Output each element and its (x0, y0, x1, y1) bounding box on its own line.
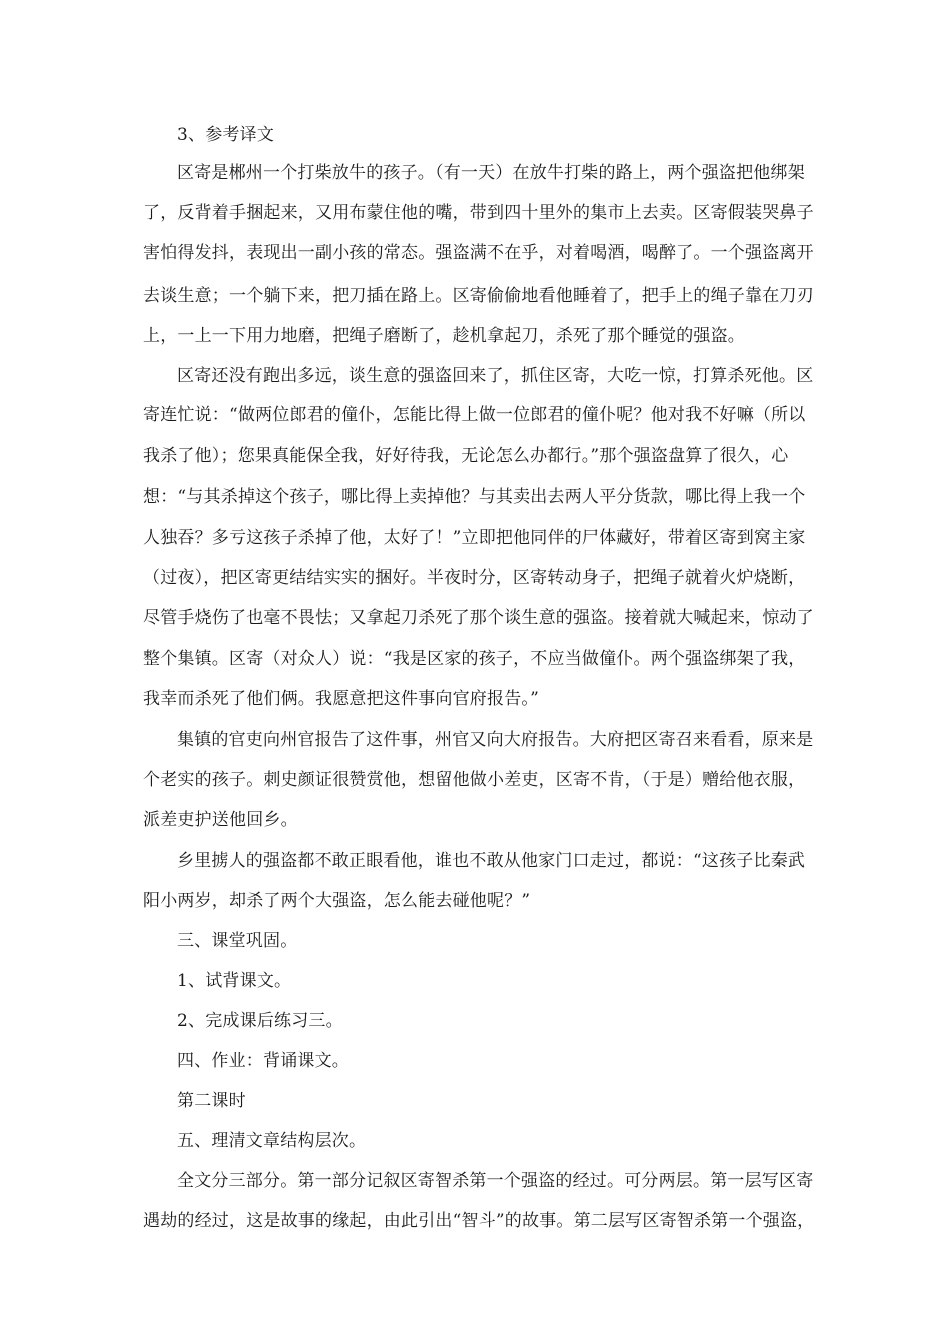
paragraph-line: 去谈生意；一个躺下来，把刀插在路上。区寄偷偷地看他睡着了，把手上的绳子靠在刀刃 (143, 286, 814, 306)
paragraph-line: 我幸而杀死了他们俩。我愿意把这件事向官府报告。” (143, 689, 539, 709)
paragraph-line: 乡里掳人的强盗都不敢正眼看他，谁也不敢从他家门口走过，都说：“这孩子比秦武 (177, 851, 806, 871)
section-heading-structure: 五、理清文章结构层次。 (177, 1131, 367, 1151)
paragraph-line: 全文分三部分。第一部分记叙区寄智杀第一个强盗的经过。可分两层。第一层写区寄 (177, 1171, 814, 1191)
paragraph-line: 尽管手烧伤了也毫不畏怯；又拿起刀杀死了那个谈生意的强盗。接着就大喊起来，惊动了 (143, 608, 814, 628)
section-heading-translation: 3、参考译文 (177, 125, 275, 145)
paragraph-line: 人独吞？多亏这孩子杀掉了他，太好了！”立即把他同伴的尸体藏好，带着区寄到窝主家 (143, 528, 806, 548)
paragraph-line: 寄连忙说：“做两位郎君的僮仆，怎能比得上做一位郎君的僮仆呢？他对我不好嘛（所以 (143, 405, 806, 425)
paragraph-line: 区寄是郴州一个打柴放牛的孩子。（有一天）在放牛打柴的路上，两个强盗把他绑架 (177, 163, 805, 183)
paragraph-line: 想：“与其杀掉这个孩子，哪比得上卖掉他？与其卖出去两人平分货款，哪比得上我一个 (143, 487, 806, 507)
paragraph-line: 了，反背着手捆起来，又用布蒙住他的嘴，带到四十里外的集市上去卖。区寄假装哭鼻子 (143, 203, 814, 223)
paragraph-line: 遇劫的经过，这是故事的缘起，由此引出“智斗”的故事。第二层写区寄智杀第一个强盗， (143, 1211, 815, 1231)
paragraph-line: 整个集镇。区寄（对众人）说：“我是区家的孩子，不应当做僮仆。两个强盗绑架了我， (143, 649, 806, 669)
list-item: 2、完成课后练习三。 (177, 1011, 343, 1031)
paragraph-line: 集镇的官吏向州官报告了这件事，州官又向大府报告。大府把区寄召来看看，原来是 (177, 730, 814, 750)
paragraph-line: 我杀了他）；您果真能保全我，好好待我，无论怎么办都行。”那个强盗盘算了很久，心 (143, 446, 789, 466)
paragraph-line: 派差吏护送他回乡。 (143, 810, 298, 830)
section-heading-consolidation: 三、课堂巩固。 (177, 931, 298, 951)
lesson-heading: 第二课时 (177, 1091, 246, 1111)
paragraph-line: 区寄还没有跑出多远，谈生意的强盗回来了，抓住区寄，大吃一惊，打算杀死他。区 (177, 366, 814, 386)
paragraph-line: （过夜），把区寄更结结实实的捆好。半夜时分，区寄转动身子，把绳子就着火炉烧断， (143, 568, 806, 588)
paragraph-line: 个老实的孩子。刺史颜证很赞赏他，想留他做小差吏，区寄不肯，（于是）赠给他衣服， (143, 770, 806, 790)
paragraph-line: 上，一上一下用力地磨，把绳子磨断了，趁机拿起刀，杀死了那个睡觉的强盗。 (143, 326, 745, 346)
paragraph-line: 害怕得发抖，表现出一副小孩的常态。强盗满不在乎，对着喝酒，喝醉了。一个强盗离开 (143, 243, 814, 263)
section-heading-homework: 四、作业：背诵课文。 (177, 1051, 349, 1071)
list-item: 1、试背课文。 (177, 971, 292, 991)
paragraph-line: 阳小两岁，却杀了两个大强盗，怎么能去碰他呢？” (143, 891, 531, 911)
